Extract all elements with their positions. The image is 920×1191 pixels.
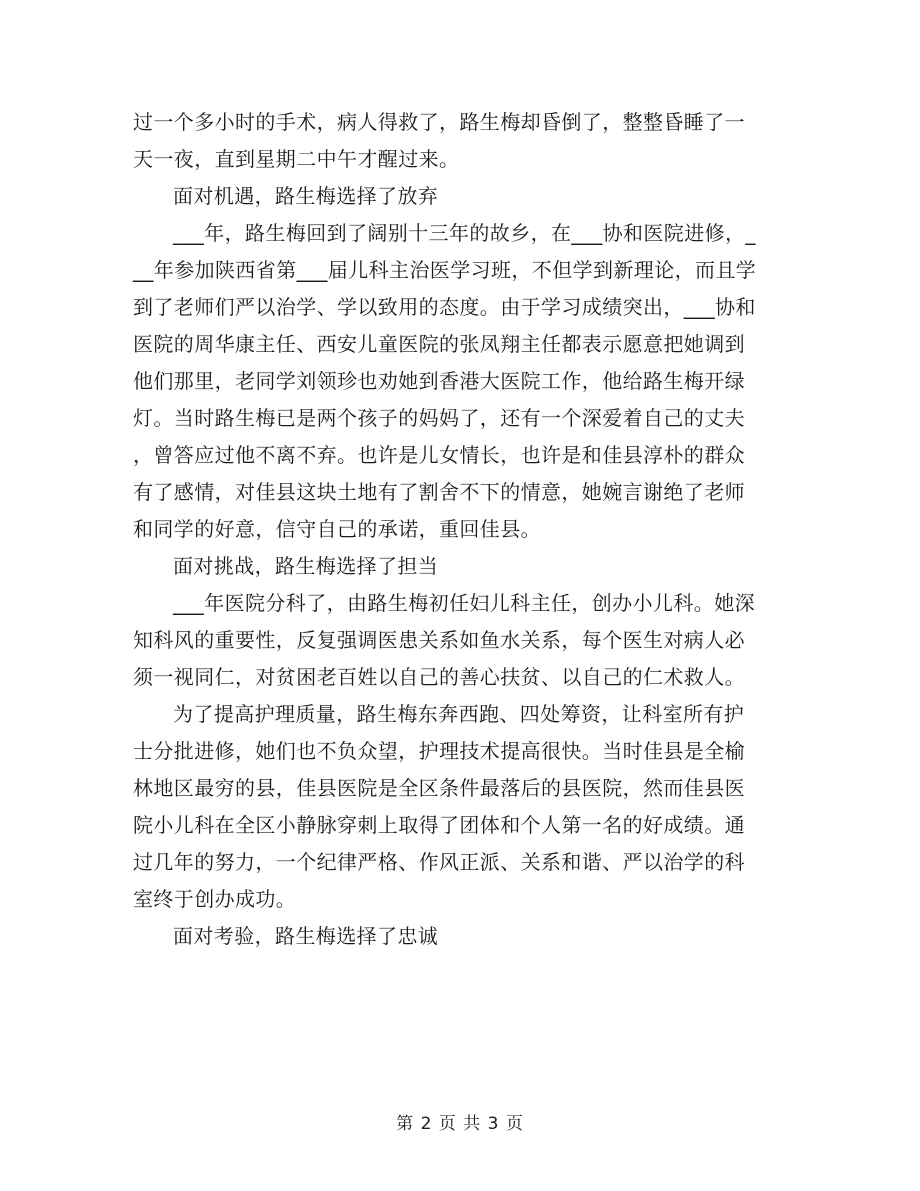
text-line: 面对机遇，路生梅选择了放弃 [173,184,439,208]
text-line: 到了老师们严以治学、学以致用的态度。由于学习成绩突出，___协和 [133,295,756,319]
text-line: 林地区最穷的县，佳县医院是全区条件最落后的县医院，然而佳县医 [133,776,745,800]
text-line: 知科风的重要性，反复强调医患关系如鱼水关系，每个医生对病人必 [133,628,745,652]
text-line: ___年医院分科了，由路生梅初任妇儿科主任，创办小儿科。她深 [173,591,755,615]
text-line: 面对考验，路生梅选择了忠诚 [173,924,439,948]
text-line: 过几年的努力，一个纪律严格、作风正派、关系和谐、严以治学的科 [133,850,745,874]
text-line: 须一视同仁，对贫困老百姓以自己的善心扶贫、以自己的仁术救人。 [133,665,745,689]
text-line: 面对挑战，路生梅选择了担当 [173,554,439,578]
text-line: 院小儿科在全区小静脉穿刺上取得了团体和个人第一名的好成绩。通 [133,813,745,837]
text-line: 天一夜，直到星期二中午才醒过来。 [133,147,460,171]
text-line: 灯。当时路生梅已是两个孩子的妈妈了，还有一个深爱着自己的丈夫 [133,406,745,430]
page-footer: 第 2 页 共 3 页 [396,1114,524,1134]
text-line: 室终于创办成功。 [133,887,297,911]
text-line: 医院的周华康主任、西安儿童医院的张凤翔主任都表示愿意把她调到 [133,332,745,356]
text-line: __年参加陕西省第___届儿科主治医学习班，不但学到新理论，而且学 [133,258,757,282]
text-line: ___年，路生梅回到了阔别十三年的故乡，在___协和医院进修，_ [173,221,756,245]
text-line: 为了提高护理质量，路生梅东奔西跑、四处筹资，让科室所有护 [173,702,745,726]
text-line: 过一个多小时的手术，病人得救了，路生梅却昏倒了，整整昏睡了一 [133,110,745,134]
document-body [133,104,793,955]
text-line: 士分批进修，她们也不负众望，护理技术提高很快。当时佳县是全榆 [133,739,745,763]
text-line: ，曾答应过他不离不弃。也许是儿女情长，也许是和佳县淳朴的群众 [133,443,745,467]
text-line: 和同学的好意，信守自己的承诺，重回佳县。 [133,517,541,541]
text-line: 有了感情，对佳县这块土地有了割舍不下的情意，她婉言谢绝了老师 [133,480,745,504]
text-line: 他们那里，老同学刘领珍也劝她到香港大医院工作，他给路生梅开绿 [133,369,745,393]
